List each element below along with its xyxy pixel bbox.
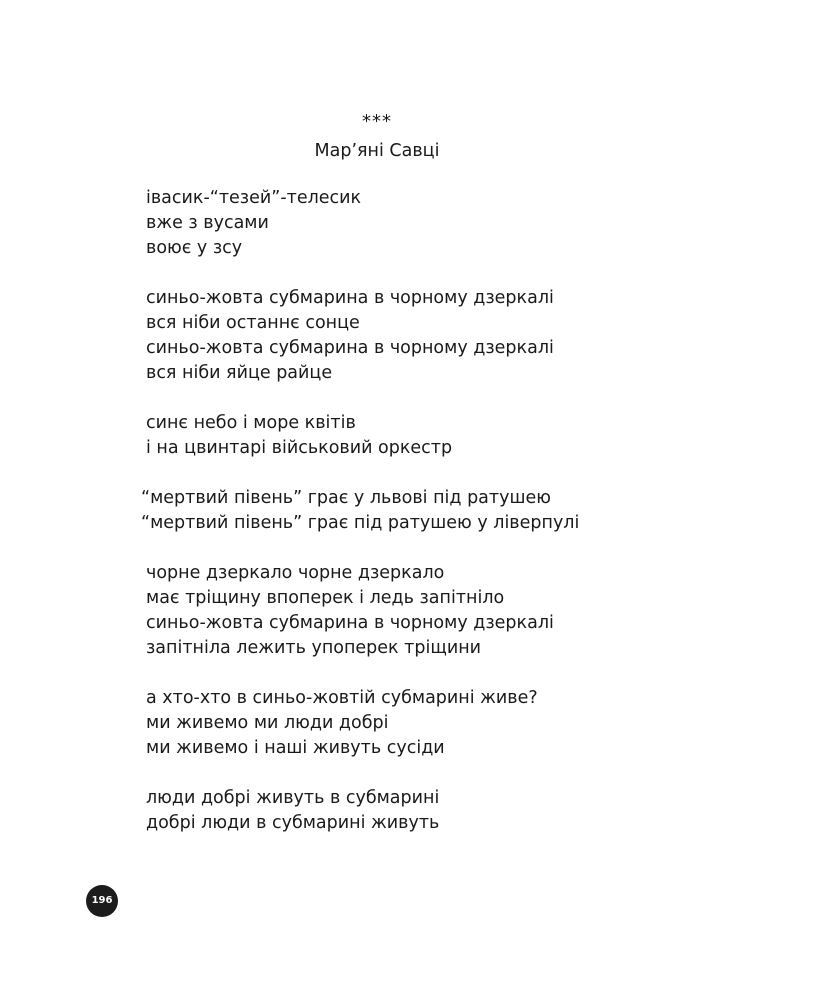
stanza-2 — [146, 286, 579, 386]
poem-line: синє небо і море квітів — [146, 413, 356, 433]
poem-line: має тріщину впоперек і ледь запітніло — [146, 588, 505, 608]
poem-line: синьо-жовта субмарина в чорному дзеркалі — [146, 338, 554, 358]
poem-line: а хто-хто в синьо-жовтій субмарині живе? — [146, 688, 538, 708]
poem-line: запітніла лежить упоперек тріщини — [146, 638, 482, 658]
poem-line: ми живемо ми люди добрі — [146, 713, 389, 733]
stanza-1 — [146, 186, 579, 261]
stanza-6 — [146, 686, 579, 761]
poem-line: і на цвинтарі військовий оркестр — [146, 438, 453, 458]
poem-line: синьо-жовта субмарина в чорному дзеркалі — [146, 613, 554, 633]
poem-line: вже з вусами — [146, 213, 269, 233]
poem-line: “мертвий півень” грає у львові під ратушею — [141, 488, 551, 508]
stanza-3 — [146, 411, 579, 461]
poem-line: синьо-жовта субмарина в чорному дзеркалі — [146, 288, 554, 308]
stanza-5 — [146, 561, 579, 661]
poem-line: добрі люди в субмарині живуть — [146, 813, 440, 833]
stanza-7 — [146, 786, 579, 836]
page-number-badge: 196 — [86, 885, 118, 917]
dedication: Мар’яні Савці — [314, 141, 440, 161]
poem-line: вся ніби яйце райце — [146, 363, 333, 383]
poem-line: вся ніби останнє сонце — [146, 313, 360, 333]
poem-body — [141, 186, 580, 861]
poem-line: люди добрі живуть в субмарині — [146, 788, 440, 808]
poem-line: івасик-“тезей”-телесик — [146, 188, 362, 208]
section-separator: *** — [362, 111, 392, 132]
poem-line: ми живемо і наші живуть сусіди — [146, 738, 445, 758]
stanza-4 — [141, 486, 580, 536]
poem-line: “мертвий півень” грає під ратушею у ліверпулі — [141, 513, 580, 533]
poem-line: чорне дзеркало чорне дзеркало — [146, 563, 445, 583]
poem-line: воює у зсу — [146, 238, 243, 258]
